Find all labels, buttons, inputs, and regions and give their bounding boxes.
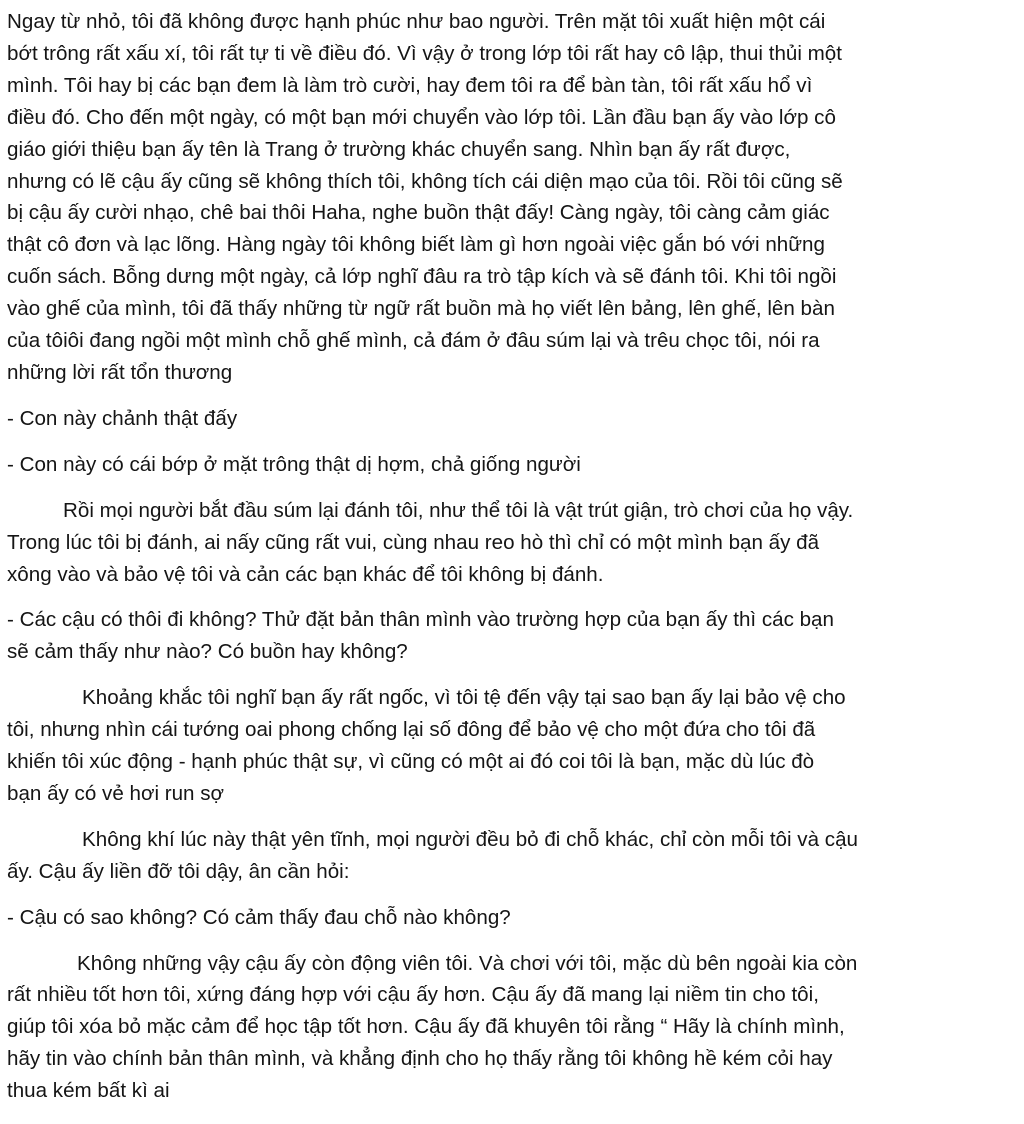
dialogue-line: - Con này chảnh thật đấy — [7, 406, 238, 430]
text-line: Không khí lúc này thật yên tĩnh, mọi người đều bỏ đi chỗ khác, chỉ còn mỗi tôi và cậu — [82, 827, 858, 851]
dialogue-line: sẽ cảm thấy như nào? Có buồn hay không? — [7, 640, 408, 664]
text-line: thật cô đơn và lạc lõng. Hàng ngày tôi không biết làm gì hơn ngoài việc gắn bó với những — [7, 233, 825, 257]
text-line: bị cậu ấy cười nhạo, chê bai thôi Haha, nghe buồn thật đấy! Càng ngày, tôi càng cảm giác — [7, 201, 830, 225]
text-line: Trong lúc tôi bị đánh, ai nấy cũng rất vui, cùng nhau reo hò thì chỉ có một mình bạn ấy đã — [7, 530, 820, 554]
paragraph-2 — [7, 495, 1020, 591]
text-line: của tôiôi đang ngồi một mình chỗ ghế mình, cả đám ở đâu súm lại và trêu chọc tôi, nói ra — [7, 329, 820, 353]
paragraph-5 — [7, 948, 1020, 1108]
dialogue-line: - Cậu có sao không? Có cảm thấy đau chỗ nào không? — [7, 905, 511, 929]
text-line: cuốn sách. Bỗng dưng một ngày, cả lớp nghĩ đâu ra trò tập kích và sẽ đánh tôi. Khi tôi ngồi — [7, 265, 837, 289]
text-line: Ngay từ nhỏ, tôi đã không được hạnh phúc như bao người. Trên mặt tôi xuất hiện một cái — [7, 10, 826, 33]
dialogue-line: - Con này có cái bớp ở mặt trông thật dị hợm, chả giống người — [7, 452, 581, 476]
text-line: bớt trông rất xấu xí, tôi rất tự ti về điều đó. Vì vậy ở trong lớp tôi rất hay cô lập, thui thủi một — [7, 41, 842, 65]
paragraph-1 — [7, 6, 1020, 389]
text-line: vào ghế của mình, tôi đã thấy những từ ngữ rất buồn mà họ viết lên bảng, lên ghế, lên bàn — [7, 297, 835, 321]
text-line: giáo giới thiệu bạn ấy tên là Trang ở trường khác chuyển sang. Nhìn bạn ấy rất được, — [7, 137, 791, 161]
text-line: rất nhiều tốt hơn tôi, xứng đáng hợp với cậu ấy hơn. Cậu ấy đã mang lại niềm tin cho tôi, — [7, 983, 819, 1007]
text-line: khiến tôi xúc động - hạnh phúc thật sự, vì cũng có một ai đó coi tôi là bạn, mặc dù lúc đò — [7, 750, 815, 774]
dialogue-line: - Các cậu có thôi đi không? Thử đặt bản thân mình vào trường hợp của bạn ấy thì các bạn — [7, 608, 834, 632]
text-line: hãy tin vào chính bản thân mình, và khẳng định cho họ thấy rằng tôi không hề kém cỏi hay — [7, 1047, 833, 1071]
text-line: bạn ấy có vẻ hơi run sợ — [7, 781, 225, 805]
text-line: Rồi mọi người bắt đầu súm lại đánh tôi, như thể tôi là vật trút giận, trò chơi của họ vậy. — [63, 498, 854, 522]
text-line: xông vào và bảo vệ tôi và cản các bạn khác để tôi không bị đánh. — [7, 562, 604, 586]
text-line: Không những vậy cậu ấy còn động viên tôi. Và chơi với tôi, mặc dù bên ngoài kia còn — [77, 951, 858, 975]
text-line: giúp tôi xóa bỏ mặc cảm để học tập tốt hơn. Cậu ấy đã khuyên tôi rằng “ Hãy là chính mình, — [7, 1015, 845, 1039]
text-line: tôi, nhưng nhìn cái tướng oai phong chống lại số đông để bảo vệ cho một đứa cho tôi đã — [7, 718, 816, 742]
text-line: Khoảng khắc tôi nghĩ bạn ấy rất ngốc, vì tôi tệ đến vậy tại sao bạn ấy lại bảo vệ cho — [82, 686, 846, 710]
text-line: những lời rất tổn thương — [7, 360, 233, 384]
text-line: thua kém bất kì ai — [7, 1079, 170, 1103]
text-line: điều đó. Cho đến một ngày, có một bạn mới chuyển vào lớp tôi. Lần đầu bạn ấy vào lớp cô — [7, 105, 836, 129]
text-line: ấy. Cậu ấy liền đỡ tôi dậy, ân cần hỏi: — [7, 859, 350, 883]
dialogue-3 — [7, 604, 1020, 668]
text-line: nhưng có lẽ cậu ấy cũng sẽ không thích tôi, không tích cái diện mạo của tôi. Rồi tôi cũng sẽ — [7, 169, 843, 193]
paragraph-4 — [7, 824, 1020, 888]
paragraph-3 — [7, 682, 1020, 810]
text-line: mình. Tôi hay bị các bạn đem là làm trò cười, hay đem tôi ra để bàn tàn, tôi rất xấu hổ vì — [7, 73, 813, 97]
